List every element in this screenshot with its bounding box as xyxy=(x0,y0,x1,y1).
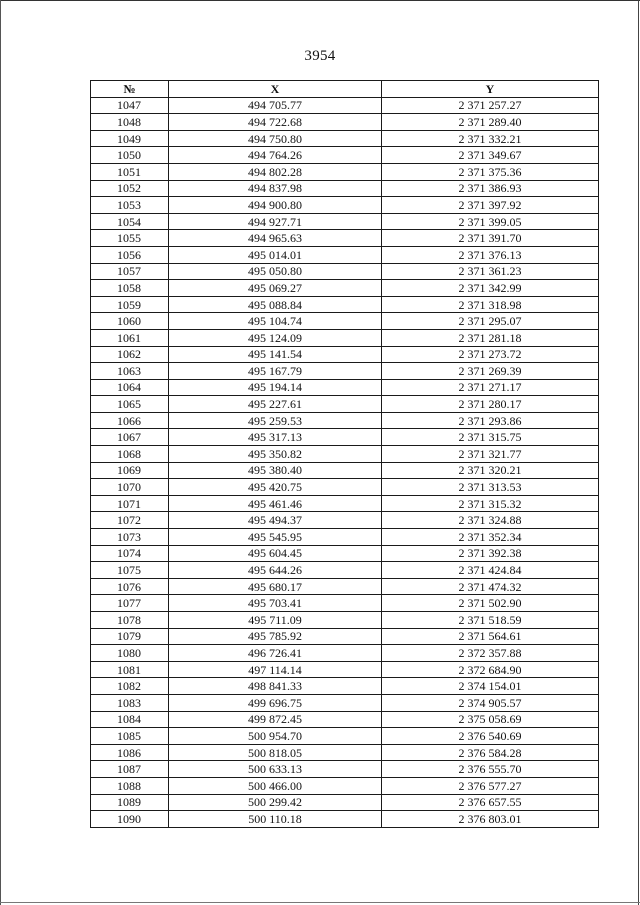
cell-x: 500 633.13 xyxy=(169,761,382,778)
cell-number: 1048 xyxy=(91,114,169,131)
cell-x: 495 420.75 xyxy=(169,479,382,496)
table-row xyxy=(91,346,599,363)
cell-number: 1078 xyxy=(91,612,169,629)
table-row xyxy=(91,280,599,297)
cell-number: 1060 xyxy=(91,313,169,330)
cell-y: 2 371 289.40 xyxy=(382,114,599,131)
cell-number: 1066 xyxy=(91,412,169,429)
cell-y: 2 371 324.88 xyxy=(382,512,599,529)
cell-y: 2 371 386.93 xyxy=(382,180,599,197)
cell-y: 2 371 320.21 xyxy=(382,462,599,479)
cell-number: 1055 xyxy=(91,230,169,247)
table-row xyxy=(91,379,599,396)
cell-y: 2 376 555.70 xyxy=(382,761,599,778)
cell-y: 2 371 273.72 xyxy=(382,346,599,363)
cell-y: 2 371 315.32 xyxy=(382,495,599,512)
table-row xyxy=(91,529,599,546)
cell-x: 495 124.09 xyxy=(169,329,382,346)
cell-x: 495 227.61 xyxy=(169,396,382,413)
cell-y: 2 371 295.07 xyxy=(382,313,599,330)
cell-number: 1080 xyxy=(91,645,169,662)
cell-x: 497 114.14 xyxy=(169,661,382,678)
table-row xyxy=(91,512,599,529)
cell-number: 1073 xyxy=(91,529,169,546)
cell-number: 1065 xyxy=(91,396,169,413)
table-row xyxy=(91,744,599,761)
cell-y: 2 376 803.01 xyxy=(382,811,599,828)
page-number: 3954 xyxy=(304,48,336,64)
page-frame-top-edge xyxy=(0,0,640,1)
cell-y: 2 371 502.90 xyxy=(382,595,599,612)
cell-number: 1075 xyxy=(91,562,169,579)
cell-x: 494 750.80 xyxy=(169,130,382,147)
cell-x: 495 069.27 xyxy=(169,280,382,297)
cell-number: 1087 xyxy=(91,761,169,778)
table-row xyxy=(91,130,599,147)
cell-x: 495 141.54 xyxy=(169,346,382,363)
table-row xyxy=(91,645,599,662)
table-row xyxy=(91,329,599,346)
cell-number: 1047 xyxy=(91,97,169,114)
cell-number: 1074 xyxy=(91,545,169,562)
cell-x: 495 644.26 xyxy=(169,562,382,579)
table-row xyxy=(91,595,599,612)
cell-number: 1089 xyxy=(91,794,169,811)
table-header-row xyxy=(91,81,599,98)
table-row xyxy=(91,180,599,197)
cell-y: 2 371 349.67 xyxy=(382,147,599,164)
cell-x: 495 259.53 xyxy=(169,412,382,429)
cell-x: 495 545.95 xyxy=(169,529,382,546)
cell-x: 500 299.42 xyxy=(169,794,382,811)
cell-number: 1076 xyxy=(91,578,169,595)
cell-number: 1090 xyxy=(91,811,169,828)
cell-x: 495 317.13 xyxy=(169,429,382,446)
cell-number: 1050 xyxy=(91,147,169,164)
cell-y: 2 371 315.75 xyxy=(382,429,599,446)
cell-x: 494 900.80 xyxy=(169,197,382,214)
cell-y: 2 371 271.17 xyxy=(382,379,599,396)
table-row xyxy=(91,114,599,131)
cell-y: 2 376 657.55 xyxy=(382,794,599,811)
cell-x: 498 841.33 xyxy=(169,678,382,695)
cell-y: 2 371 269.39 xyxy=(382,363,599,380)
cell-y: 2 374 905.57 xyxy=(382,694,599,711)
table-row xyxy=(91,313,599,330)
table-row xyxy=(91,296,599,313)
cell-y: 2 374 154.01 xyxy=(382,678,599,695)
cell-number: 1082 xyxy=(91,678,169,695)
table-row xyxy=(91,246,599,263)
cell-number: 1057 xyxy=(91,263,169,280)
cell-y: 2 371 342.99 xyxy=(382,280,599,297)
table-row xyxy=(91,545,599,562)
cell-number: 1053 xyxy=(91,197,169,214)
table-row xyxy=(91,97,599,114)
cell-y: 2 371 321.77 xyxy=(382,446,599,463)
cell-y: 2 376 540.69 xyxy=(382,728,599,745)
cell-number: 1054 xyxy=(91,213,169,230)
cell-x: 495 088.84 xyxy=(169,296,382,313)
table-row xyxy=(91,628,599,645)
cell-x: 495 014.01 xyxy=(169,246,382,263)
cell-x: 494 764.26 xyxy=(169,147,382,164)
cell-number: 1068 xyxy=(91,446,169,463)
table-row xyxy=(91,479,599,496)
cell-y: 2 376 577.27 xyxy=(382,777,599,794)
cell-x: 495 380.40 xyxy=(169,462,382,479)
cell-x: 495 703.41 xyxy=(169,595,382,612)
cell-y: 2 371 474.32 xyxy=(382,578,599,595)
cell-y: 2 371 361.23 xyxy=(382,263,599,280)
cell-x: 495 194.14 xyxy=(169,379,382,396)
cell-y: 2 371 375.36 xyxy=(382,163,599,180)
cell-x: 494 927.71 xyxy=(169,213,382,230)
cell-y: 2 371 280.17 xyxy=(382,396,599,413)
coordinates-table xyxy=(90,80,599,828)
cell-number: 1056 xyxy=(91,246,169,263)
cell-x: 494 965.63 xyxy=(169,230,382,247)
cell-y: 2 375 058.69 xyxy=(382,711,599,728)
cell-y: 2 371 293.86 xyxy=(382,412,599,429)
cell-x: 500 466.00 xyxy=(169,777,382,794)
page-frame-left-edge xyxy=(0,0,1,905)
cell-y: 2 372 357.88 xyxy=(382,645,599,662)
cell-y: 2 371 257.27 xyxy=(382,97,599,114)
table-row xyxy=(91,711,599,728)
table-row xyxy=(91,363,599,380)
table-body xyxy=(91,97,599,827)
cell-x: 494 802.28 xyxy=(169,163,382,180)
table-row xyxy=(91,678,599,695)
cell-number: 1081 xyxy=(91,661,169,678)
page-bottom-edge xyxy=(0,902,640,903)
cell-x: 495 711.09 xyxy=(169,612,382,629)
table-row xyxy=(91,263,599,280)
table-row xyxy=(91,147,599,164)
cell-number: 1072 xyxy=(91,512,169,529)
cell-number: 1086 xyxy=(91,744,169,761)
column-header-x: X xyxy=(169,81,382,98)
cell-y: 2 371 391.70 xyxy=(382,230,599,247)
table-row xyxy=(91,462,599,479)
cell-x: 494 705.77 xyxy=(169,97,382,114)
cell-number: 1077 xyxy=(91,595,169,612)
table-row xyxy=(91,661,599,678)
cell-y: 2 371 424.84 xyxy=(382,562,599,579)
cell-y: 2 371 376.13 xyxy=(382,246,599,263)
cell-y: 2 376 584.28 xyxy=(382,744,599,761)
cell-x: 496 726.41 xyxy=(169,645,382,662)
cell-y: 2 371 281.18 xyxy=(382,329,599,346)
cell-x: 494 722.68 xyxy=(169,114,382,131)
table-row xyxy=(91,578,599,595)
cell-x: 495 167.79 xyxy=(169,363,382,380)
table-row xyxy=(91,761,599,778)
cell-number: 1049 xyxy=(91,130,169,147)
page-frame-right-edge xyxy=(638,0,639,905)
table-row xyxy=(91,811,599,828)
table-row xyxy=(91,412,599,429)
cell-x: 499 696.75 xyxy=(169,694,382,711)
column-header-y: Y xyxy=(382,81,599,98)
cell-y: 2 371 392.38 xyxy=(382,545,599,562)
cell-number: 1063 xyxy=(91,363,169,380)
cell-y: 2 371 518.59 xyxy=(382,612,599,629)
table-row xyxy=(91,495,599,512)
cell-number: 1067 xyxy=(91,429,169,446)
cell-number: 1070 xyxy=(91,479,169,496)
cell-x: 500 110.18 xyxy=(169,811,382,828)
table-row xyxy=(91,230,599,247)
cell-x: 495 461.46 xyxy=(169,495,382,512)
cell-y: 2 371 564.61 xyxy=(382,628,599,645)
cell-number: 1071 xyxy=(91,495,169,512)
table-row xyxy=(91,777,599,794)
table-row xyxy=(91,728,599,745)
column-header-number: № xyxy=(91,81,169,98)
cell-number: 1059 xyxy=(91,296,169,313)
cell-number: 1058 xyxy=(91,280,169,297)
table-row xyxy=(91,794,599,811)
cell-y: 2 371 332.21 xyxy=(382,130,599,147)
cell-x: 495 494.37 xyxy=(169,512,382,529)
cell-number: 1088 xyxy=(91,777,169,794)
cell-x: 495 785.92 xyxy=(169,628,382,645)
table-row xyxy=(91,213,599,230)
cell-y: 2 371 399.05 xyxy=(382,213,599,230)
cell-x: 495 104.74 xyxy=(169,313,382,330)
cell-number: 1052 xyxy=(91,180,169,197)
cell-x: 494 837.98 xyxy=(169,180,382,197)
cell-number: 1064 xyxy=(91,379,169,396)
table-row xyxy=(91,612,599,629)
table-row xyxy=(91,694,599,711)
cell-y: 2 372 684.90 xyxy=(382,661,599,678)
cell-x: 495 050.80 xyxy=(169,263,382,280)
table-row xyxy=(91,197,599,214)
table-row xyxy=(91,446,599,463)
cell-x: 495 604.45 xyxy=(169,545,382,562)
table-row xyxy=(91,429,599,446)
cell-number: 1085 xyxy=(91,728,169,745)
cell-y: 2 371 318.98 xyxy=(382,296,599,313)
table-row xyxy=(91,562,599,579)
cell-number: 1069 xyxy=(91,462,169,479)
cell-x: 500 818.05 xyxy=(169,744,382,761)
cell-x: 500 954.70 xyxy=(169,728,382,745)
cell-number: 1062 xyxy=(91,346,169,363)
cell-y: 2 371 352.34 xyxy=(382,529,599,546)
cell-x: 499 872.45 xyxy=(169,711,382,728)
cell-number: 1079 xyxy=(91,628,169,645)
cell-y: 2 371 397.92 xyxy=(382,197,599,214)
table-row xyxy=(91,396,599,413)
table-row xyxy=(91,163,599,180)
cell-x: 495 350.82 xyxy=(169,446,382,463)
cell-x: 495 680.17 xyxy=(169,578,382,595)
cell-number: 1061 xyxy=(91,329,169,346)
cell-number: 1051 xyxy=(91,163,169,180)
cell-number: 1084 xyxy=(91,711,169,728)
cell-number: 1083 xyxy=(91,694,169,711)
cell-y: 2 371 313.53 xyxy=(382,479,599,496)
